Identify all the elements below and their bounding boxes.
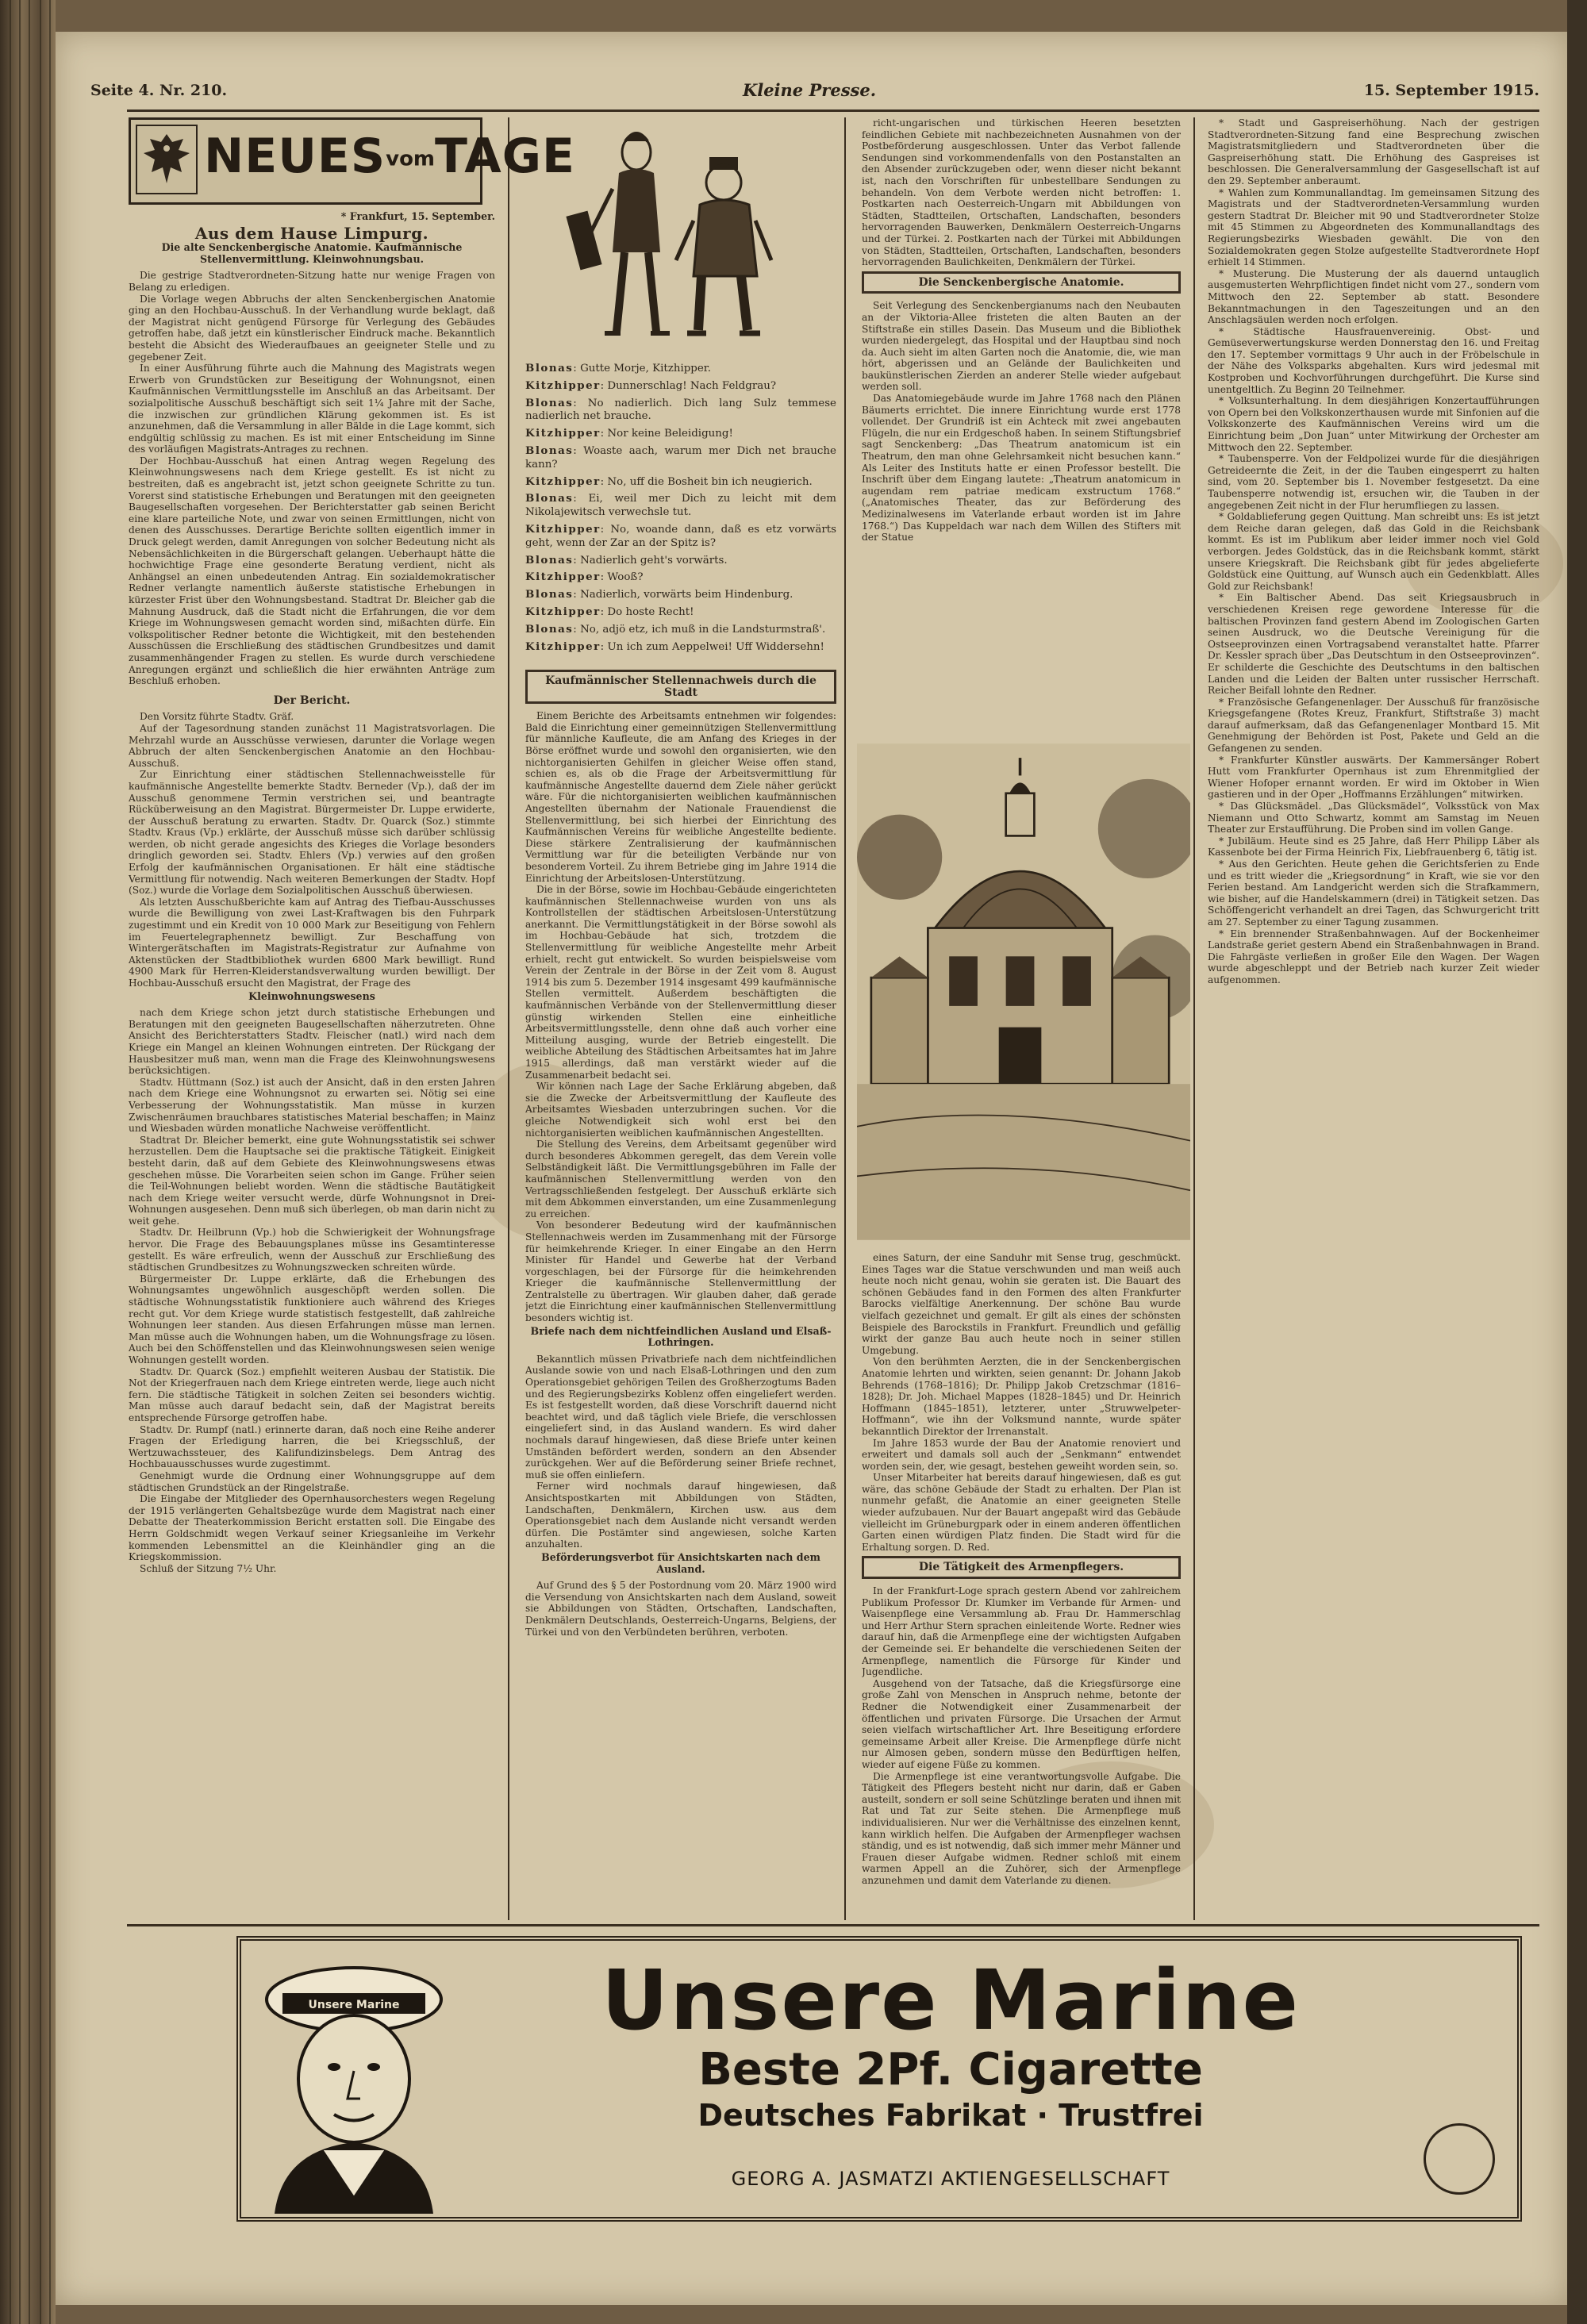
- dialogue-text: Nadierlich geht's vorwärts.: [580, 554, 728, 567]
- ad-company: GEORG A. JASMATZI AKTIENGESELLSCHAFT: [731, 2168, 1170, 2190]
- dialogue-line: Kitzhipper: Nor keine Beleidigung!: [525, 427, 733, 440]
- column-4: [1208, 117, 1539, 1914]
- news-item: * Französische Gefangenenlager. Der Ausschuß für französische Kriegsgefangene (Rotes Kreuz, Frankfurt, Stiftstraße 3) macht darauf aufmerksam, daß das Gefangenenlager Montbard 15. Mit Genehmigung der Behörden ist Post, Pakete und Geld an die Gefangenen zu senden.: [1208, 696, 1539, 755]
- header-rule: [127, 109, 1539, 112]
- cap-band-text: Unsere Marine: [308, 1999, 400, 2011]
- dialogue-text: No, woande dann, daß es etz vorwärts geht, wenn der Zar an der Spitz is?: [525, 523, 836, 549]
- speaker-name: Blonas: [525, 396, 574, 409]
- ad-slogan: Beste 2Pf. Cigarette: [698, 2044, 1203, 2095]
- news-item: * Jubiläum. Heute sind es 25 Jahre, daß Herr Philipp Läber als Kassenbote bei der Firma Heinrich Fix, Liebfrauenberg 6, tätig ist.: [1208, 835, 1539, 859]
- paragraph: Stadtv. Dr. Heilbrunn (Vp.) hob die Schwierigkeit der Wohnungsfrage hervor. Die Frage des Bebauungsplanes müsse ins Gesamtinteresse gestellt. Es wäre erfreulich, wenn der Ausschuß zur Erschließung des städtischen Grundbesitzes zu Wohnungszwecken schreiten würde.: [129, 1227, 495, 1273]
- ad-brand: Unsere Marine: [601, 1952, 1301, 2049]
- speaker-name: Kitzhipper: [525, 605, 601, 618]
- paragraph: Auf der Tagesordnung standen zunächst 11 Magistratsvorlagen. Die Mehrzahl wurde an Ausschüsse verwiesen, darunter die Vorlage wegen Abbruch der alten Senckenbergischen Anatomie an den Hochbau-Ausschuß.: [129, 722, 495, 769]
- headline-armenpfleger: Die Tätigkeit des Armenpflegers.: [862, 1556, 1181, 1579]
- paragraph: Den Vorsitz führte Stadtv. Gräf.: [140, 711, 294, 723]
- news-item: * Stadt und Gaspreiserhöhung. Nach der gestrigen Stadtverordneten-Sitzung fand eine Besprechung zwischen Magistratsmitgliedern und Stadtverordneten über die Gaspreiserhöhung statt. Die Erhöhung des Gaspreises ist beschlossen. Die Generalversammlung der Gasgesellschaft ist auf den 29. September anberaumt.: [1208, 117, 1539, 186]
- paragraph: Stadtv. Hüttmann (Soz.) ist auch der Ansicht, daß in den ersten Jahren nach dem Kriege eine Wohnungsnot zu erwarten sei. Nötig sei eine Verbesserung der Wohnungsstatistik. Man müsse in kurzen Zwischenräumen brauchbares statistisches Material beschaffen; in Mainz und Wiesbaden würden monatliche Nachweise veröffentlicht.: [129, 1076, 495, 1135]
- paragraph: Auf Grund des § 5 der Postordnung vom 20. März 1900 wird die Versendung von Ansichtskarten nach dem Ausland, soweit sie Abbildungen von Städten, Ortschaften, Landschaften, Denkmälern Deutschlands, Oesterreich-Ungarns, Belgiens, der Türkei und von den Verbündeten berühren, verboten.: [525, 1580, 836, 1638]
- dialogue-line: Kitzhipper: Do hoste Recht!: [525, 605, 694, 618]
- newspaper-name: Kleine Presse.: [742, 80, 877, 100]
- speaker-name: Kitzhipper: [525, 522, 601, 536]
- page-header: [79, 75, 1539, 107]
- paragraph: nach dem Kriege schon jetzt durch statistische Erhebungen und Beratungen mit den geeigneten Baugesellschaften näherzutreten. Ohne Ansicht des Berichterstatters Stadtv. Fleischer (natl.) wird nach dem Kriege ein Mangel an kleinen Wohnungen eintreten. Der Rückgang der Hausbesitzer muß man, wenn man die Frage des Kleinwohnungswesens berücksichtigen.: [129, 1007, 495, 1077]
- paragraph: Ferner wird nochmals darauf hingewiesen, daß Ansichtspostkarten mit Abbildungen von Städten, Landschaften, Denkmälern, Kirchen usw. aus dem Operationsgebiet nach dem Auslande nicht versandt werden dürfen. Die Postämter sind angewiesen, solche Karten anzuhalten.: [525, 1481, 836, 1550]
- paragraph: Der Hochbau-Ausschuß hat einen Antrag wegen Regelung des Kleinwohnungswesens nach dem Kriege gestellt. Es ist nicht zu bestreiten, daß es angebracht ist, jetzt schon geeignete Schritte zu tun. Vorerst sind statistische Erhebungen und Beratungen mit den geeigneten Baugesellschaften vorgesehen. Der Berichterstatter gab seinen Bericht eine klare parteiliche Note, und zwar von seinen Ermittlungen, nicht von denen des Ausschusses. Derartige Berichte sollten eigentlich immer in Druck gelegt werden, damit Anregungen von solcher Bedeutung nicht als Nebensächlichkeiten in die Bürgerschaft gelangen. Ueberhaupt hätte die hochwichtige Frage eine gesonderte Beratung verdient, nicht als Anhängsel an einen unbedeutenden Antrag. Ein sozialdemokratischer Redner verlangte namentlich äußerste statistische Erhebungen in kürzester Frist über den Wohnungsbestand. Stadtrat Dr. Bleicher gab die Mahnung Ausdruck, daß die Stadt nicht die Erfahrungen, die vor dem Kriege im Wohnungswesen gemacht worden sind, mißachten dürfe. Ein volkspolitischer Redner betonte die Wichtigkeit, mit den bestehenden Ausschüssen die Erschließung des städtischen Grundbesitzes und damit zusammenhängender Fragen zu stellen. Es wurde durch verschiedene Anregungen ergänzt und schließlich die hier erwähnten Anträge zum Beschluß erhoben.: [129, 455, 495, 687]
- paragraph: Als letzten Ausschußberichte kam auf Antrag des Tiefbau-Ausschusses wurde die Bewilligung von zwei Last-Kraftwagen bis den Fuhrpark zugestimmt und ein Kredit von 10 000 Mark zur Beseitigung von Fehlern im Feuertelegraphennetz bewilligt. Zur Beschaffung von Wintergerätschaften im Magistrats-Registratur zur Aufnahme von Aktenstücken der Stadtbibliothek wurden 6800 Mark bewilligt. Rund 4900 Mark für Herren-Kleiderstandsverwaltung wurden bewilligt. Der Hochbau-Ausschuß ersucht den Magistrat, der Frage des: [129, 896, 495, 989]
- speaker-name: Blonas: [525, 588, 574, 601]
- news-item: * Wahlen zum Kommunallandtag. Im gemeinsamen Sitzung des Magistrats und der Stadtverordneten-Versammlung wurden gestern Stadtrat Dr. Bleicher mit 90 und Stadtverordneter Stolze mit 45 Stimmen zu Abgeordneten des Kommunallandtags des Regierungsbezirks Wiesbaden gewählt. Die von den Sozialdemokraten gegen Stolze aufgestellte Stadtverordnete Hopf erhielt 14 Stimmen.: [1208, 186, 1539, 268]
- paragraph: Die Armenpflege ist eine verantwortungsvolle Aufgabe. Die Tätigkeit des Pflegers besteht nicht nur darin, daß er Gaben austeilt, sondern er soll seine Schützlinge beraten und ihnen mit Rat und Tat zur Seite stehen. Die Armenpflege muß individualisieren. Nur wer die Verhältnisse des einzelnen kennt, kann wirklich helfen. Die Aufgaben der Armenpfleger wachsen ständig, und es ist notwendig, daß sich immer mehr Männer und Frauen dieser Aufgabe widmen. Redner schloß mit einem warmen Appell an die Zuhörer, sich der Armenpflege anzunehmen und damit dem Vaterlande zu dienen.: [862, 1770, 1181, 1886]
- headline-limpurg: Aus dem Hause Limpurg.: [194, 223, 429, 243]
- dialogue-line: Kitzhipper: Un ich zum Aeppelwei! Uff Widdersehn!: [525, 640, 824, 653]
- paragraph: Bekanntlich müssen Privatbriefe nach dem nichtfeindlichen Auslande sowie von und nach Elsaß-Lothringen und den zum Operationsgebiet gehörigen Teilen des Großherzogtums Baden und des Regierungsbezirks Koblenz offen eingeliefert werden. Es ist festgestellt worden, daß diese Vorschrift dauernd nicht beachtet wird, und daß täglich viele Briefe, die verschlossen eingeliefert sind, in das Ausland wandern. Es wird daher nochmals darauf hingewiesen, daß diese Briefe unter keinen Umständen befördert werden, sondern an den Absender zurückgehen. Wer auf die Beförderung seiner Briefe rechnet, muß sie offen einliefern.: [525, 1353, 836, 1481]
- speaker-name: Blonas: [525, 362, 574, 375]
- column-1: [129, 208, 495, 1914]
- paragraph: Bürgermeister Dr. Luppe erklärte, daß die Erhebungen des Wohnungsamtes ungewöhnlich ausgeschöpft werden sollen. Die städtische Wohnungsstatistik funktioniere auch während des Krieges recht gut. Vor dem Kriege wurde statistisch festgestellt, daß zahlreiche Wohnungen leer standen. Aus diesen Erfahrungen müsse man lernen. Man müsse auch die Wohnungen haben, um die Wohnungsfrage zu lösen. Auch bei den Schöffenstellen und das Kleinwohnungswesen seien wenige Wohnungen gestellt worden.: [129, 1273, 495, 1366]
- news-item: * Das Glücksmädel. „Das Glücksmädel“, Volksstück von Max Niemann und Otto Schwartz, kommt am Samstag im Neuen Theater zur Erstaufführung. Die Proben sind im vollen Gange.: [1208, 801, 1539, 835]
- dialogue-line: Kitzhipper: No, uff die Bosheit bin ich neugierich.: [525, 474, 813, 488]
- ad-rule: [127, 1924, 1539, 1926]
- dialogue-text: Un ich zum Aeppelwei! Uff Widdersehn!: [607, 640, 824, 653]
- paragraph: Von besonderer Bedeutung wird der kaufmännischen Stellennachweis werden im Zusammenhang mit der Fürsorge für heimkehrende Krieger. In einer Eingabe an den Herrn Minister für Handel und Gewerbe hat der Verband vorgeschlagen, bei der Fürsorge für die heimkehrenden Krieger die kaufmännische Stellenvermittlung der Zentralstelle zu übertragen. Wir glauben daher, daß gerade jetzt die Einrichtung einer kaufmännischen Stellenvermittlung besonders wichtig ist.: [525, 1220, 836, 1324]
- speaker-name: Blonas: [525, 444, 574, 457]
- dialogue-text: Dunnerschlag! Nach Feldgrau?: [607, 379, 777, 392]
- paragraph: Ausgehend von der Tatsache, daß die Kriegsfürsorge eine große Zahl von Menschen in Anspruch nehme, betonte der Redner die Notwendigkeit einer Zusammenarbeit der öffentlichen und privaten Fürsorge. Die Ursachen der Armut seien vielfach wirtschaftlicher Art. Ihre Beseitigung erfordere gemeinsame Arbeit aller Kreise. Die Armenpflege dürfe nicht nur Almosen geben, sondern müsse den Bedürftigen helfen, wieder auf eigene Füße zu kommen.: [862, 1677, 1181, 1770]
- speaker-name: Kitzhipper: [525, 570, 601, 584]
- ad-tagline: Deutsches Fabrikat · Trustfrei: [697, 2098, 1204, 2133]
- news-item: * Frankfurter Künstler auswärts. Der Kammersänger Robert Hutt vom Frankfurter Opernhaus ist zum Ehrenmitglied der Wiener Hofoper ernannt worden. Er wird im Oktober in Wien gastieren und in der Oper „Hoffmanns Erzählungen“ mitwirken.: [1208, 754, 1539, 801]
- paragraph: eines Saturn, der eine Sanduhr mit Sense trug, geschmückt. Eines Tages war die Statue verschwunden und man weiß auch heute noch nicht genau, wohin sie geraten ist. Die Bauart des schönen Gebäudes fand in den Formen des alten Frankfurter Barocks vielfältige Anerkennung. Der schöne Bau wurde vielfach gezeichnet und gemalt. Er gilt als eines der schönsten Beispiele des Barockstils in Frankfurt. Freundlich und gefällig wirkt der ganze Bau auch heute noch in seiner stillen Umgebung.: [862, 1252, 1181, 1356]
- column-2: [525, 666, 836, 1914]
- right-edge: [1567, 0, 1587, 2324]
- paragraph: Das Anatomiegebäude wurde im Jahre 1768 nach den Plänen Bäumerts errichtet. Die innere Einrichtung wurde erst 1778 vollendet. Der Grundriß ist ein Achteck mit zwei angebauten Flügeln, die nur ein Erdgeschoß haben. In seinem Stiftungsbrief sagt Senckenberg: „Das Theatrum anatomicum ist ein Theatrum, den man ohne Gelehrsamkeit nicht besuchen kann.“ Als Leiter des Instituts hatte er einen Professor bestellt. Die Inschrift über dem Eingang lautete: „Theatrum anatomicum in augendam rem patriae medicam exstructum 1768.“ („Anatomisches Theater, das zur Beförderung des Medizinalwesens im Vaterlande erbaut worden ist im Jahre 1768.“) Das Kuppeldach war nach dem Willen des Stifters mit der Statue: [862, 393, 1181, 544]
- paragraph: Stadtv. Dr. Quarck (Soz.) empfiehlt weiteren Ausbau der Statistik. Die Not der Kriegerfrauen nach dem Kriege eintreten werde, liege auch nicht fern. Die städtische Tätigkeit in solchen Zeiten sei besonders wichtig. Man müsse auch darauf bedacht sein, daß der Magistrat bereits entsprechende Fürsorge getroffen habe.: [129, 1366, 495, 1423]
- cigarette-advertisement: [236, 1936, 1522, 2222]
- paragraph: Unser Mitarbeiter hat bereits darauf hingewiesen, daß es gut wäre, das schöne Gebäude der Stadt zu erhalten. Der Plan ist nunmehr gefaßt, die Anatomie an einer geeigneten Stelle wieder aufzubauen. Nur der Bauart angepaßt wird das Gebäude vielleicht im Grüneburgpark oder in einem anderen öffentlichen Garten einen würdigen Platz finden. Die Stadt wird für die Erhaltung sorgen. D. Red.: [862, 1472, 1181, 1553]
- column-3-top: [862, 117, 1181, 736]
- headline-stellennachweis: Kaufmännischer Stellennachweis durch die Stadt: [525, 670, 836, 704]
- dialogue-line: Blonas: Gutte Morje, Kitzhipper.: [525, 362, 711, 375]
- paragraph: In einer Ausführung führte auch die Mahnung des Magistrats wegen Erwerb von Grundstücken zur Beseitigung der Wohnungsnot, einen Kaufmännischen Vermittlungsstelle im Anschluß an das Arbeitsamt. Der sozialpolitische Ausschuß beschäftigt sich seit 1¼ Jahre mit der Sache, die inzwischen zur gründlichen Klärung gekommen ist. Es ist anzunehmen, daß die Versammlung in aller Bälde in die Lage kommt, sich endgültig schlüssig zu machen. Es ist mit einer Entscheidung im Sinne des vorläufigen Magistrats-Antrages zu rechnen.: [129, 363, 495, 455]
- subhead-verbot: Beförderungsverbot für Ansichtskarten nach dem Ausland.: [541, 1550, 820, 1575]
- paragraph: Im Jahre 1853 wurde der Bau der Anatomie renoviert und erweitert und damals soll auch der „Senkmann“ entwendet worden sein, der, wie gesagt, bestehen geweiht worden sein, so.: [862, 1437, 1181, 1472]
- dialogue-line: Blonas: Nadierlich, vorwärts beim Hindenburg.: [525, 588, 794, 601]
- speaker-name: Blonas: [525, 622, 574, 636]
- speaker-name: Kitzhipper: [525, 427, 601, 440]
- paragraph: Genehmigt wurde die Ordnung einer Wohnungsgruppe auf dem städtischen Grundstück an der Ringelstraße.: [129, 1469, 495, 1493]
- column-rule-1: [508, 117, 509, 1920]
- dialogue-line: Blonas: Ei, weil mer Dich zu leicht mit dem Nikolajewitsch verwechsle tut.: [525, 492, 836, 519]
- anatomy-building-illustration: [857, 738, 1190, 1246]
- neues-vom-tage-masthead: [129, 117, 575, 205]
- news-item: * Goldablieferung gegen Quittung. Man schreibt uns: Es ist jetzt dem Reiche daran gelegen, daß das Gold in die Reichsbank kommt. Es ist im Publikum aber leider immer noch viel Gold verborgen. Jedes Goldstück, das in die Reichsbank kommt, stärkt unsere Kriegskraft. Die Reichsbank gibt für jedes abgelieferte Goldstück eine Quittung, auf Wunsch auch ein Gedenkblatt. Alles Gold zur Reichsbank!: [1208, 511, 1539, 592]
- eagle-icon: [136, 125, 198, 194]
- subhead-kleinwohnung: Kleinwohnungswesens: [248, 989, 375, 1002]
- speaker-name: Blonas: [525, 553, 574, 567]
- paragraph: Stadtv. Dr. Rumpf (natl.) erinnerte daran, daß noch eine Reihe anderer Fragen der Erledigung harren, die bei Kriegsschluß, der Wertzuwachssteuer, des Kalifundizinsbelegs. Dem Antrag des Hochbauausschusses wurde zugestimmt.: [129, 1423, 495, 1470]
- page-number: Seite 4. Nr. 210.: [90, 82, 228, 99]
- speaker-name: Kitzhipper: [525, 474, 601, 488]
- paragraph: Schluß der Sitzung 7½ Uhr.: [140, 1562, 277, 1574]
- cartoon-dialogue: [525, 362, 836, 663]
- dialogue-line: Blonas: Nadierlich geht's vorwärts.: [525, 553, 728, 567]
- paragraph: Die Eingabe der Mitglieder des Opernhausorchesters wegen Regelung der 1915 verlängerten Gehaltsbezüge wurde dem Magistrat nach einer Debatte der Theaterkommission Bericht erstatten soll. Die Eingabe des Herrn Goldschmidt wegen Verkauf seiner Kriegsanleihe im Verkehr kommenden Lebensmittel an die Kleinhändler ging an die Kriegskommission.: [129, 1493, 495, 1563]
- dialogue-line: Blonas: Woaste aach, warum mer Dich net brauche kann?: [525, 444, 836, 471]
- paragraph: Die in der Börse, sowie im Hochbau-Gebäude eingerichteten kaufmännischen Stellennachweise wurden von uns als Kontrollstellen der städtischen Arbeitslosen-Unterstützung anerkannt. Die Vermittlungstätigkeit in der Börse sowohl als im Hochbau-Gebäude hat sich, trotzdem die Stellenvermittlung für weibliche Angestellte mehr Arbeit erhielt, recht gut entwickelt. So wurden beispielsweise vom Verein der Zentrale in der Börse in der Zeit vom 8. August 1914 bis zum 5. Dezember 1914 insgesamt 499 kaufmännische Stellen vermittelt. Außerdem beschäftigten die kaufmännischen Verbände von der Stellenvermittlung dieser günstig wirkenden Stellen eine einheitliche Arbeitsvermittlungsstelle, denn ohne daß auch vorher eine Mitteilung ausging, wurde der Betrieb eingestellt. Die weibliche Abteilung des Städtischen Arbeitsamtes hat im Jahre 1915 allerdings, daß man verstärkt wieder auf die Zusammenarbeit bedacht sei.: [525, 884, 836, 1081]
- paragraph: In der Frankfurt-Loge sprach gestern Abend vor zahlreichem Publikum Professor Dr. Klumker im Verbande für Armen- und Waisenpflege eine Versammlung ab. Frau Dr. Hammerschlag und Herr Arthur Stern sprachen einleitende Worte. Redner wies darauf hin, daß die Armenpflege eine der wichtigsten Aufgaben der Gemeinde sei. Er behandelte die verschiedenen Seiten der Armenpflege, namentlich die Fürsorge für Kinder und Jugendliche.: [862, 1585, 1181, 1678]
- dialogue-text: Woaste aach, warum mer Dich net brauche kann?: [525, 444, 836, 471]
- issue-date: 15. September 1915.: [1363, 82, 1539, 99]
- paragraph: richt-ungarischen und türkischen Heeren besetzten feindlichen Gebiete mit nachbezeichneten Ausnahmen von der Postbeförderung ausgeschlossen. Unter das Verbot fallende Sendungen sind vorkommendenfalls von den Postanstalten an den Absender zurückzugeben oder, wenn dieser nicht bekannt ist, nach den Vorschriften für unbestellbare Sendungen zu behandeln. Von dem Verbote werden nicht betroffen: 1. Postkarten nach Oesterreich-Ungarn mit Abbildungen von Städten, Stadtteilen, Ortschaften, Landschaften, besonders hervorragenden Bauwerken, Denkmälern Oesterreich-Ungarns und der Türkei. 2. Postkarten nach der Türkei mit Abbildungen von Städten, Stadtteilen, Ortschaften, Landschaften, besonders hervorragenden Baulichkeiten, Denkmälern der Türkei.: [862, 117, 1181, 268]
- news-item: * Taubensperre. Von der Feldpolizei wurde für die diesjährigen Getreideernte die Zeit, in der die Tauben eingesperrt zu halten sind, vom 20. September bis 1. November festgesetzt. Da eine Taubensperre notwendig ist, ersuchen wir, die Tauben in der angegebenen Zeit nicht in der Flur herumfliegen zu lassen.: [1208, 453, 1539, 511]
- masthead-title: NEUESvomTAGE: [204, 129, 575, 184]
- dialogue-text: No, adjö etz, ich muß in die Landsturmstraß'.: [580, 623, 826, 636]
- dialogue-text: No nadierlich. Dich lang Sulz temmese nadierlich net brauche.: [525, 397, 836, 423]
- paragraph: Seit Verlegung des Senckenbergianums nach den Neubauten an der Viktoria-Allee fristeten die alten Bauten an der Stiftstraße ein stilles Dasein. Das Museum und die Bibliothek wurden niedergelegt, das Hospital und der Hauptbau sind noch da. Auch sieht im alten Garten noch die Anatomie, die, wie man hört, abgerissen und an Gelände der Baulichkeiten und baukünstlerischen Zierden an anderer Stelle wieder aufgebaut werden soll.: [862, 300, 1181, 393]
- dialogue-text: Gutte Morje, Kitzhipper.: [580, 363, 711, 375]
- cartoon-illustration: [525, 117, 836, 355]
- headline-bericht: Der Bericht.: [273, 693, 351, 707]
- dialogue-line: Blonas: No, adjö etz, ich muß in die Landsturmstraß'.: [525, 622, 826, 636]
- dialogue-text: No, uff die Bosheit bin ich neugierich.: [607, 475, 813, 488]
- paragraph: Die Stellung des Vereins, dem Arbeitsamt gegenüber wird durch besonderes Abkommen geregelt, das dem Verein volle Selbständigkeit läßt. Die Vermittlungsgebühren im Falle der kaufmännischen Stellenvermittlung werden von den Vertragsschließenden festgelegt. Der Ausschuß erklärte sich mit dem Abkommen einverstanden, um eine Zusammenlegung zu erreichen.: [525, 1139, 836, 1220]
- news-item: * Musterung. Die Musterung der als dauernd untauglich ausgemusterten Wehrpflichtigen findet nicht vom 27., sondern vom Mittwoch den 22. September ab statt. Besondere Bekanntmachungen in den Tageszeitungen und an den Anschlagsäulen werden noch erfolgen.: [1208, 267, 1539, 326]
- speaker-name: Kitzhipper: [525, 640, 601, 653]
- news-item: * Ein Baltischer Abend. Das seit Kriegsausbruch in verschiedenen Kreisen rege gewordene Interesse für die baltischen Provinzen fand gestern Abend im Zoologischen Garten seinen Ausdruck, wo die Deutsche Vereinigung für die Ostseeprovinzen einen Vortragsabend veranstaltet hatte. Pfarrer Dr. Kessler sprach über „Das Deutschtum in den Ostseeprovinzen“. Er schilderte die Geschichte des Deutschtums in den baltischen Landen und die Leiden der Balten unter russischer Herrschaft. Reicher Beifall lohnte den Redner.: [1208, 592, 1539, 697]
- paragraph: Zur Einrichtung einer städtischen Stellennachweisstelle für kaufmännische Angestellte bemerkte Stadtv. Berneder (Vp.), daß der im Ausschuß genommene Termin verstrichen sei, und beantragte Rücküberweisung an den Magistrat. Bürgermeister Dr. Luppe erwiderte, der Ausschuß beratung zu erwarten. Stadtv. Dr. Quarck (Soz.) stimmte Stadtv. Kraus (Vp.) erklärte, der Ausschuß müsse sich darüber schlüssig werden, ob nicht gerade angesichts des Krieges die Vorlage besonders dringlich geworden sei. Stadtv. Ehlers (Vp.) verwies auf den großen Erfolg der kaufmännischen Organisationen. Er hält eine städtische Vermittlung für notwendig. Nach weiteren Bemerkungen der Stadtv. Hopf (Soz.) wurde die Vorlage dem Sozialpolitischen Ausschuß überwiesen.: [129, 769, 495, 897]
- speaker-name: Blonas: [525, 492, 574, 505]
- subheadline: Die alte Senckenbergische Anatomie. Kaufmännische Stellenvermittlung. Kleinwohnungsbau.: [161, 241, 463, 265]
- dialogue-line: Kitzhipper: No, woande dann, daß es etz vorwärts geht, wenn der Zar an der Spitz is?: [525, 522, 836, 549]
- paragraph: Die gestrige Stadtverordneten-Sitzung hatte nur wenige Fragen von Belang zu erledigen.: [129, 270, 495, 293]
- dialogue-line: Kitzhipper: Wooß?: [525, 570, 644, 584]
- dateline: * Frankfurt, 15. September.: [340, 210, 495, 222]
- dialogue-text: Do hoste Recht!: [607, 605, 694, 618]
- news-item: * Ein brennender Straßenbahnwagen. Auf der Bockenheimer Landstraße geriet gestern Abend ein Straßenbahnwagen in Brand. Die Fahrgäste verließen in großer Eile den Wagen. Der Wagen wurde abgeschleppt und der Betrieb nach kurzer Zeit wieder aufgenommen.: [1208, 928, 1539, 985]
- dialogue-text: Wooß?: [607, 571, 644, 584]
- column-rule-2: [844, 117, 846, 1920]
- speaker-name: Kitzhipper: [525, 378, 601, 392]
- book-binding: [0, 0, 56, 2324]
- dialogue-text: Ei, weil mer Dich zu leicht mit dem Nikolajewitsch verwechsle tut.: [525, 493, 836, 519]
- column-rule-3: [1193, 117, 1195, 1920]
- sailor-illustration: [251, 1944, 457, 2214]
- paragraph: Stadtrat Dr. Bleicher bemerkt, eine gute Wohnungsstatistik sei schwer herzustellen. Dem die Hauptsache sei die praktische Tätigkeit. Einigkeit besteht darin, daß auf dem Gebiete des Kleinwohnungswesens etwas geschehen müsse. Die Vorarbeiten seien schon im Gange. Früher seien die Teil-Wohnungen beliebt worden. Wenn die städtische Bautätigkeit nach dem Kriege weiter versucht werde, dürfe Wohnungsnot in Drei-Wohnungen ausgesehen. Denn muß sich überlegen, ob man darin nicht zu weit gehe.: [129, 1134, 495, 1227]
- news-item: * Volksunterhaltung. In dem diesjährigen Konzertaufführungen von Opern bei den Volkskonzerthausen wurde mit Sinfonien auf die Volkskonzerte des Kaufmännischen Vereins wird um die Einrichtung beim „Don Juan“ unter Mitwirkung der Orchester am Mittwoch den 22. September.: [1208, 395, 1539, 453]
- dialogue-text: Nadierlich, vorwärts beim Hindenburg.: [580, 589, 794, 601]
- dialogue-line: Kitzhipper: Dunnerschlag! Nach Feldgrau?: [525, 378, 777, 392]
- paragraph: Von den berühmten Aerzten, die in der Senckenbergischen Anatomie lehrten und wirkten, seien genannt: Dr. Johann Jakob Behrends (1768–1816); Dr. Philipp Jakob Cretzschmar (1816–1828); Dr. Joh. Michael Mappes (1828–1845) und Dr. Heinrich Hoffmann (1845–1851), letzterer, unter „Struwwelpeter-Hoffmann“, wie ihn der Volksmund nannte, wurde später bekanntlich Direktor der Irrenanstalt.: [862, 1356, 1181, 1437]
- paragraph: Wir können nach Lage der Sache Erklärung abgeben, daß sie die Zwecke der Arbeitsvermittlung der Kaufleute des Arbeitsamtes Wiesbaden unterzubringen suchen. Vor die gleiche Notwendigkeit sich wohl erst bei den nichtorganisierten weiblichen kaufmännischen Angestellten.: [525, 1081, 836, 1139]
- column-3-bottom: [862, 1252, 1181, 1914]
- news-item: * Aus den Gerichten. Heute gehen die Gerichtsferien zu Ende und es tritt wieder die „Kriegsordnung“ in Kraft, wie sie vor den Ferien bestand. Am Landgericht werden sich die Strafkammern, wie bisher, auf die Handelskammern (drei) in Tätigkeit setzen. Das Schöffengericht verhandelt an drei Tagen, das Schwurgericht tritt am 27. September zu einer Tagung zusammen.: [1208, 859, 1539, 928]
- paragraph: Einem Berichte des Arbeitsamts entnehmen wir folgendes: Bald die Einrichtung einer gemeinnützigen Stellenvermittlung für männliche Kaufleute, die am Anfang des Krieges in der Börse eröffnet wurde und sowohl den organisierten, wie den nichtorganisierten Gehilfen in gleicher Weise offen stand, schien es, als ob die Frage der Arbeitsvermittlung für kaufmännische Angestellte dauernd dem Ziele näher gerückt wäre. Für die nichtorganisierten weiblichen kaufmännischen Angestellten übernahm der Nationale Frauendienst die Stellenvermittlung, bei sich hierbei der Einrichtung des Kaufmännischen Vereins für weibliche Angestellte bediente. Diese stärkere Zentralisierung der kaufmännischen Vermittlung war für die beteiligten Verbände nur von besonderem Vorteil. Zu ihrem Betriebe ging im Jahre 1914 die Einrichtung der Arbeitslosen-Unterstützung.: [525, 710, 836, 884]
- paragraph: Die Vorlage wegen Abbruchs der alten Senckenbergischen Anatomie ging an den Hochbau-Ausschuß. In der Verhandlung wurde beklagt, daß der Magistrat nicht genügend Fürsorge für Verlegung des Gebäudes getroffen habe, daß jetzt ein künstlerischer Eindruck mache. Bekanntlich besteht die Absicht des Wiederaufbaues an geeigneter Stelle und zu gegebener Zeit.: [129, 293, 495, 363]
- news-item: * Städtische Hausfrauenvereinig. Obst- und Gemüseverwertungskurse werden Donnerstag den 16. und Freitag den 17. September vormittags 9 Uhr auch in der Fröbelschule in der Nähe des Volksparks abgehalten. Kurs wird jedesmal mit Kostproben und Kochvorführungen durchgeführt. Die Kurse sind unentgeltlich. Zu Beginn 20 Teilnehmer.: [1208, 325, 1539, 395]
- subhead-briefe: Briefe nach dem nichtfeindlichen Ausland und Elsaß-Lothringen.: [530, 1324, 832, 1349]
- ad-stamp-icon: [1424, 2123, 1495, 2195]
- headline-senckenberg: Die Senckenbergische Anatomie.: [862, 271, 1181, 294]
- dialogue-text: Nor keine Beleidigung!: [607, 428, 733, 440]
- dialogue-line: Blonas: No nadierlich. Dich lang Sulz temmese nadierlich net brauche.: [525, 396, 836, 423]
